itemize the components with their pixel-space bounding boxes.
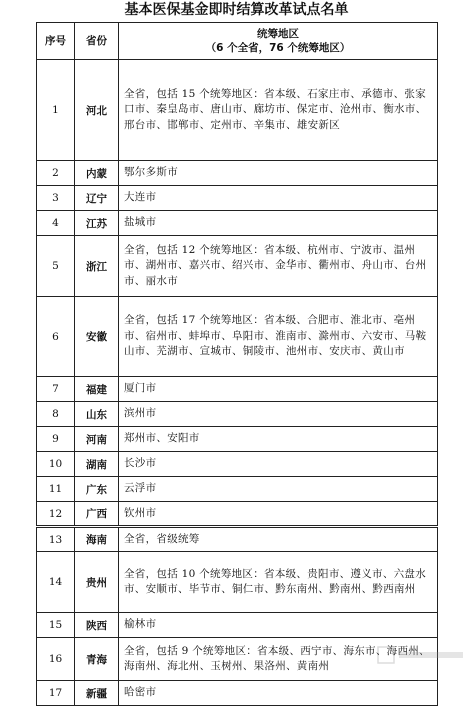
province-name: 广东 [75, 477, 119, 502]
table-row [37, 297, 438, 377]
table-row [37, 427, 438, 452]
row-number: 4 [37, 211, 75, 236]
regions-text: 郑州市、安阳市 [119, 427, 438, 452]
province-name: 内蒙 [75, 161, 119, 186]
table-row [37, 236, 438, 297]
table-row [37, 681, 438, 706]
table-row [37, 186, 438, 211]
header-region-main: 统筹地区 [257, 28, 299, 40]
regions-text: 钦州市 [119, 502, 438, 527]
province-name: 河南 [75, 427, 119, 452]
row-number: 2 [37, 161, 75, 186]
row-number: 17 [37, 681, 75, 706]
province-name: 浙江 [75, 236, 119, 297]
regions-text: 全省，省级统筹 [119, 527, 438, 552]
table-row [37, 477, 438, 502]
regions-text: 盐城市 [119, 211, 438, 236]
row-number: 1 [37, 60, 75, 161]
header-region [119, 23, 438, 60]
regions-text: 滨州市 [119, 402, 438, 427]
row-number: 16 [37, 638, 75, 681]
page-title: 基本医保基金即时结算改革试点名单 [124, 2, 349, 18]
row-number: 9 [37, 427, 75, 452]
header-no: 序号 [37, 23, 75, 60]
table-row [37, 211, 438, 236]
province-name: 湖南 [75, 452, 119, 477]
regions-text: 全省，包括 15 个统筹地区：省本级、石家庄市、承德市、张家口市、秦皇岛市、唐山市、廊坊市、保定市、沧州市、衡水市、邢台市、邯郸市、定州市、辛集市、雄安新区 [119, 60, 438, 161]
regions-text: 榆林市 [119, 613, 438, 638]
province-name: 安徽 [75, 297, 119, 377]
row-number: 8 [37, 402, 75, 427]
row-number: 11 [37, 477, 75, 502]
table-row [37, 402, 438, 427]
province-name: 广西 [75, 502, 119, 527]
province-name: 辽宁 [75, 186, 119, 211]
table-row [37, 552, 438, 613]
province-name: 陕西 [75, 613, 119, 638]
pilot-list-table [36, 22, 438, 706]
regions-text: 哈密市 [119, 681, 438, 706]
table-row [37, 60, 438, 161]
province-name: 贵州 [75, 552, 119, 613]
table-row [37, 377, 438, 402]
header-region-sub: （6 个全省，76 个统筹地区） [205, 42, 351, 54]
province-name: 江苏 [75, 211, 119, 236]
regions-text: 全省，包括 12 个统筹地区：省本级、杭州市、宁波市、温州市、湖州市、嘉兴市、绍兴市、金华市、衢州市、舟山市、台州市、丽水市 [119, 236, 438, 297]
regions-text: 厦门市 [119, 377, 438, 402]
province-name: 河北 [75, 60, 119, 161]
province-name: 福建 [75, 377, 119, 402]
table-header-row [37, 23, 438, 60]
row-number: 14 [37, 552, 75, 613]
province-name: 青海 [75, 638, 119, 681]
table-row [37, 613, 438, 638]
province-name: 山东 [75, 402, 119, 427]
table-row [37, 502, 438, 527]
regions-text: 全省，包括 9 个统筹地区：省本级、西宁市、海东市、海西州、海南州、海北州、玉树州、果洛州、黄南州 [119, 638, 438, 681]
row-number: 7 [37, 377, 75, 402]
regions-text: 全省，包括 17 个统筹地区：省本级、合肥市、淮北市、亳州市、宿州市、蚌埠市、阜阳市、淮南市、滁州市、六安市、马鞍山市、芜湖市、宣城市、铜陵市、池州市、安庆市、黄山市 [119, 297, 438, 377]
regions-text: 鄂尔多斯市 [119, 161, 438, 186]
row-number: 12 [37, 502, 75, 527]
row-number: 10 [37, 452, 75, 477]
regions-text: 云浮市 [119, 477, 438, 502]
regions-text: 全省，包括 10 个统筹地区：省本级、贵阳市、遵义市、六盘水市、安顺市、毕节市、铜仁市、黔东南州、黔南州、黔西南州 [119, 552, 438, 613]
table-body [37, 60, 438, 706]
table-row [37, 527, 438, 552]
table-row [37, 452, 438, 477]
province-name: 新疆 [75, 681, 119, 706]
row-number: 13 [37, 527, 75, 552]
row-number: 5 [37, 236, 75, 297]
row-number: 3 [37, 186, 75, 211]
row-number: 6 [37, 297, 75, 377]
row-number: 15 [37, 613, 75, 638]
province-name: 海南 [75, 527, 119, 552]
header-province: 省份 [75, 23, 119, 60]
regions-text: 大连市 [119, 186, 438, 211]
watermark-logo [377, 644, 467, 666]
regions-text: 长沙市 [119, 452, 438, 477]
table-row [37, 161, 438, 186]
